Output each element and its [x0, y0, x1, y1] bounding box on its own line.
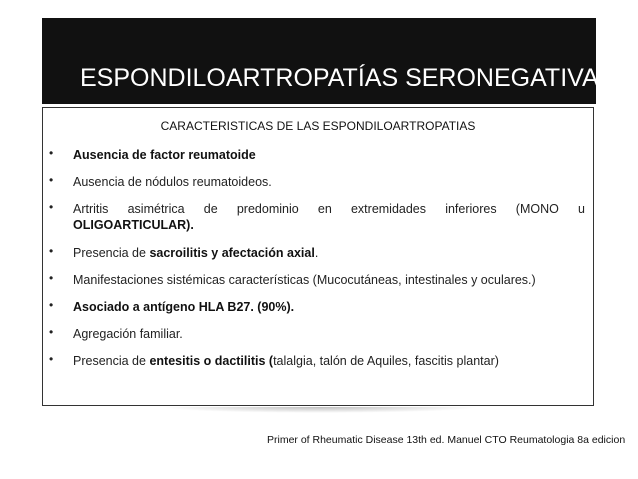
bullet-icon: •: [49, 200, 54, 214]
list-item-bold-text: entesitis o dactilitis (: [149, 354, 274, 368]
list-item-text: Agregación familiar.: [73, 327, 183, 341]
box-shadow: [160, 407, 480, 413]
bullet-icon: •: [49, 146, 54, 160]
list-item-text: [73, 244, 585, 262]
list-item-bold-text: Ausencia de factor reumatoide: [73, 148, 256, 162]
bullet-icon: •: [49, 325, 54, 339]
list-item-text: Manifestaciones sistémicas características (Mucocutáneas, intestinales y oculares.): [73, 273, 536, 287]
list-item-text: Artritis asimétrica de predominio en extremidades inferiores (MONO u: [73, 202, 585, 216]
list-item-plain-text: .: [314, 246, 319, 260]
list-item-text: [73, 146, 585, 164]
content-box: [42, 107, 594, 406]
list-item-bold-text: Asociado a antígeno HLA B27. (90%).: [73, 300, 295, 314]
bullet-icon: •: [49, 352, 54, 366]
reference-citation: Primer of Rheumatic Disease 13th ed. Manuel CTO Reumatologia 8a edicion: [267, 434, 626, 446]
list-item-text: [73, 298, 585, 316]
list-item-bold-text: OLIGOARTICULAR).: [73, 218, 194, 232]
list-item-plain-text: Presencia de: [73, 354, 150, 368]
bullet-icon: •: [49, 173, 54, 187]
list-item-plain-text: Presencia de: [73, 246, 150, 260]
bullet-icon: •: [49, 271, 54, 285]
list-item-bold-text: sacroilitis y afectación axial: [149, 246, 315, 260]
section-subtitle: CARACTERISTICAS DE LAS ESPONDILOARTROPATIAS: [160, 119, 476, 133]
bullet-icon: •: [49, 244, 54, 258]
bullet-icon: •: [49, 298, 54, 312]
list-item-text: [73, 352, 585, 370]
list-item-plain-text: talalgia, talón de Aquiles, fascitis plantar): [273, 354, 499, 368]
list-item-text: Ausencia de nódulos reumatoideos.: [73, 175, 272, 189]
slide-title: ESPONDILOARTROPATÍAS SERONEGATIVAS: [80, 64, 616, 92]
